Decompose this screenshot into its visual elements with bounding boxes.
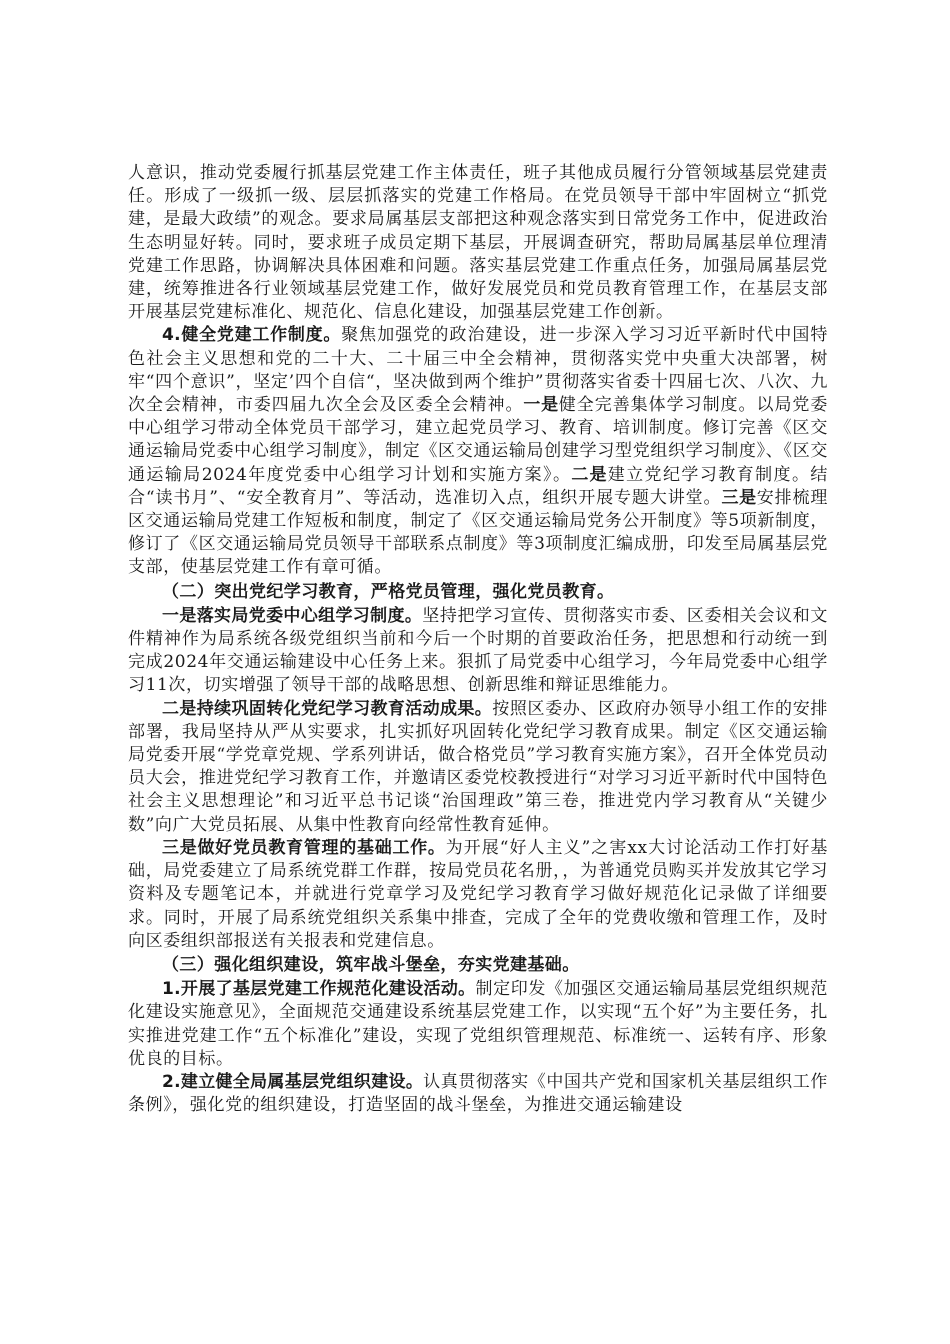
item-text: 健全完善集体学习制度。以局党委中心组学习带动全体党员干部学习，建立起党员学习、教育、培训制度。修订完善《区交通运输局党委中心组学习制度》，制定《区交通运输局创建学习型党组织学习制度》、《区交通运输局2024年度党委中心组学习计划和实施方案》。 — [128, 395, 829, 485]
paragraph-standardization — [128, 978, 828, 1071]
paragraph-heading: 2.建立健全局属基层党组织建设。 — [162, 1071, 424, 1092]
item-text: 安排梳理区交通运输局党建工作短板和制度，制定了《区交通运输局党务公开制度》等5项新制度，修订了《区交通运输局党员领导干部联系点制度》等3项制度汇编成册，印发至局属基层党支部，使基层党建工作有章可循。 — [128, 487, 829, 578]
paragraph-text: 按照区委办、区政府办领导小组工作的安排部署，我局坚持从严从实要求，扎实抓好巩固转化党纪学习教育成果。制定《区交通运输局党委开展“学党章党规、学系列讲话，做合格党员”学习教育实施方案》，召开全体党员动员大会，推进党纪学习教育工作，并邀请区委党校教授进行“对学习习近平新时代中国特色社会主义思想理论”和习近平总书记谈“治国理政”第三卷，推进党内学习教育从“关键少数”向广大党员拓展、从集中性教育向经常性教育延伸。 — [128, 698, 828, 835]
paragraph-heading: 二是持续巩固转化党纪学习教育活动成果。 — [162, 698, 493, 719]
paragraph-text: 坚持把学习宣传、贯彻落实市委、区委相关会议和文件精神作为局系统各级党组织当前和今后一个时期的首要政治任务，把思想和行动统一到完成2024年交通运输建设中心任务上来。狠抓了局党委中心组学习，今年局党委中心组学习11次，切实增强了领导干部的战略思想、创新思维和辩证思维能力。 — [128, 605, 828, 696]
section-heading-3: （三）强化组织建设，筑牢战斗堡垒，夯实党建基础。 — [162, 954, 580, 975]
paragraph-text: 聚焦加强党的政治建设，进一步深入学习习近平新时代中国特色社会主义思想和党的二十大、二十届三中全会精神，贯彻落实党中央重大决部署，树牢“四个意识”，坚定’四个自信“，坚决做到两个维护”贯彻落实省委十四届七次、八次、九次全会精神，市委四届九次全会及区委全会精神。 — [128, 325, 828, 416]
paragraph-text: 认真贯彻落实《中国共产党和国家机关基层组织工作条例》，强化党的组织建设，打造坚固的战斗堡垒，为推进交通运输建设 — [128, 1071, 828, 1116]
paragraph-intro — [128, 162, 828, 324]
paragraph-heading: 4.健全党建工作制度。 — [162, 325, 342, 346]
paragraph-education-results — [128, 698, 828, 837]
paragraph-heading: 1.开展了基层党建工作规范化建设活动。 — [162, 979, 476, 1000]
paragraph-member-management — [128, 837, 828, 953]
paragraph-party-system — [128, 324, 828, 579]
paragraph-heading: 一是落实局党委中心组学习制度。 — [162, 605, 423, 626]
item-text: 建立党纪学习教育制度。结合“读书月”、“安全教育月”、等活动，选准切入点，组织开展专题大讲堂。 — [128, 464, 828, 508]
item-lead: 三是 — [721, 487, 757, 508]
paragraph-center-study — [128, 605, 828, 698]
item-lead: 一是 — [523, 395, 559, 416]
paragraph-organization — [128, 1071, 828, 1117]
item-lead: 二是 — [571, 464, 608, 485]
paragraph-text: 制定印发《加强区交通运输局基层党组织规范化建设实施意见》，全面规范交通建设系统基层党建工作，以实现“五个好”为主要任务，扎实推进党建工作“五个标准化”建设，实现了党组织管理规范、标准统一、运转有序、形象优良的目标。 — [128, 979, 828, 1069]
paragraph-heading: 三是做好党员教育管理的基础工作。 — [162, 837, 446, 858]
document-page — [128, 162, 828, 1117]
section-heading-2: （二）突出党纪学习教育，严格党员管理，强化党员教育。 — [162, 581, 615, 602]
paragraph-text: 为开展“好人主义”之害xx大讨论活动工作打好基础，局党委建立了局系统党群工作群，按局党员花名册，，为普通党员购买并发放其它学习资料及专题笔记本，并就进行党章学习及党纪学习教育学习做好规范化记录做了详细要求。同时，开展了局系统党组织关系集中排查，完成了全年的党费收缴和管理工作，及时向区委组织部报送有关报表和党建信息。 — [128, 837, 828, 951]
paragraph-text: 人意识，推动党委履行抓基层党建工作主体责任，班子其他成员履行分管领域基层党建责任。形成了一级抓一级、层层抓落实的党建工作格局。在党员领导干部中牢固树立“抓党建，是最大政绩”的观念。要求局属基层支部把这种观念落实到日常党务工作中，促进政治生态明显好转。同时，要求班子成员定期下基层，开展调查研究，帮助局属基层单位理清党建工作思路，协调解决具体困难和问题。落实基层党建工作重点任务，加强局属基层党建，统筹推进各行业领域基层党建工作，做好发展党员和党员教育管理工作，在基层支部开展基层党建标准化、规范化、信息化建设，加强基层党建工作创新。 — [128, 163, 828, 323]
